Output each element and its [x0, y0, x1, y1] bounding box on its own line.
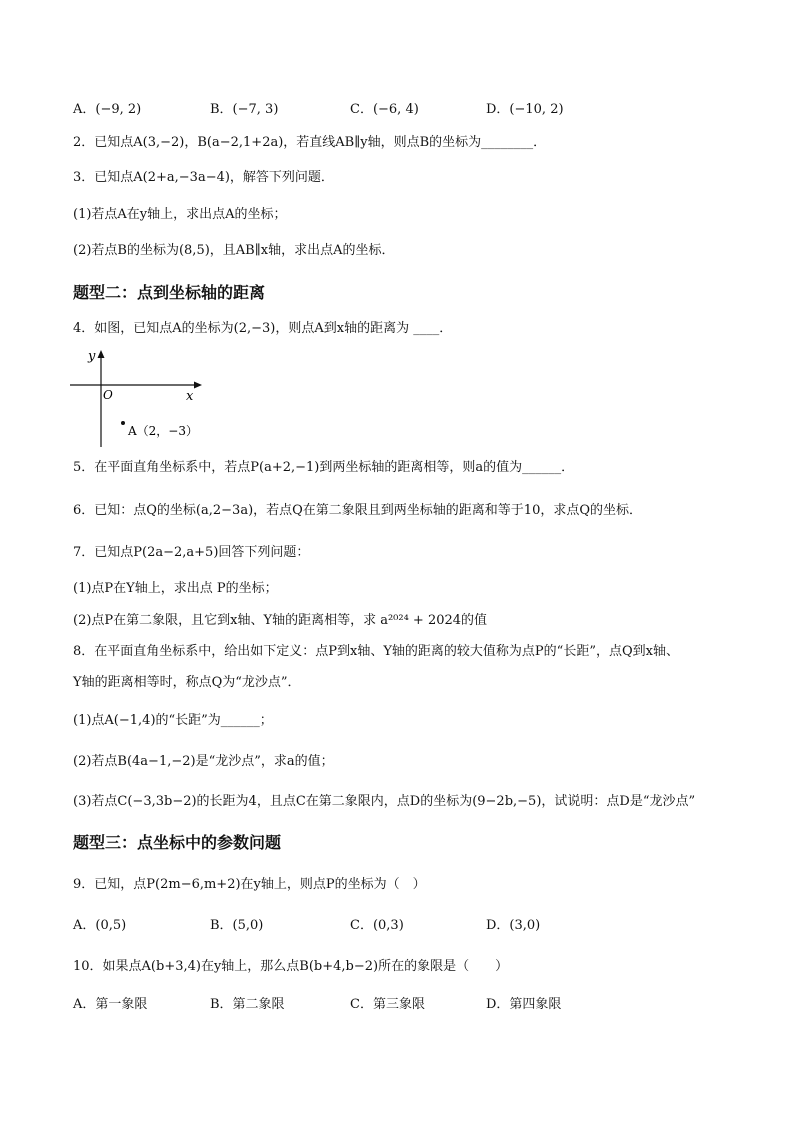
q1-option-c: C．(−6, 4): [350, 102, 419, 117]
coordinate-figure: [70, 345, 205, 450]
point-a-label: A（2，−3）: [128, 424, 198, 438]
coordinate-plane: [70, 345, 205, 450]
question-8-part-3: (3)若点C(−3,3b−2)的长距为4，且点C在第二象限内，点D的坐标为(9−2b,−5)，试说明：点D是“龙沙点”: [73, 794, 696, 809]
origin-label: O: [103, 388, 113, 402]
question-7-part-1: (1)点P在Y轴上，求出点 P的坐标；: [73, 581, 278, 596]
q9-option-b: B．(5,0): [210, 918, 264, 933]
y-axis-label: y: [88, 349, 96, 364]
question-8-line-2: Y轴的距离相等时，称点Q为“龙沙点”．: [73, 675, 301, 690]
q1-option-b: B．(−7, 3): [210, 102, 279, 117]
question-2: 2．已知点A(3,−2)，B(a−2,1+2a)，若直线AB∥y轴，则点B的坐标为________．: [73, 135, 547, 150]
q9-option-a: A．(0,5): [73, 918, 127, 933]
q10-option-a: A．第一象限: [73, 997, 148, 1012]
q9-options: [73, 917, 673, 935]
q9-option-d: D．(3,0): [486, 918, 541, 933]
question-4: 4．如图，已知点A的坐标为(2,−3)，则点A到x轴的距离为 ____．: [73, 321, 453, 336]
q1-options: [73, 101, 673, 119]
x-axis-label: x: [186, 389, 194, 404]
question-9: 9．已知，点P(2m−6,m+2)在y轴上，则点P的坐标为（ ）: [73, 877, 426, 892]
question-7-part-2: (2)点P在第二象限，且它到x轴、Y轴的距离相等，求 a²⁰²⁴ + 2024的值: [73, 613, 488, 628]
q1-option-a: A．(−9, 2): [73, 102, 142, 117]
q10-options: [73, 996, 673, 1014]
q1-option-d: D．(−10, 2): [486, 102, 564, 117]
section-heading-2: 题型二：点到坐标轴的距离: [73, 283, 266, 302]
question-8-part-1: (1)点A(−1,4)的“长距”为______；: [73, 713, 273, 728]
q10-option-d: D．第四象限: [486, 997, 562, 1012]
question-3: 3．已知点A(2+a,−3a−4)，解答下列问题．: [73, 170, 334, 185]
question-3-part-1: (1)若点A在y轴上，求出点A的坐标；: [73, 207, 287, 222]
question-5: 5．在平面直角坐标系中，若点P(a+2,−1)到两坐标轴的距离相等，则a的值为______．: [73, 460, 575, 475]
question-6: 6．已知：点Q的坐标(a,2−3a)，若点Q在第二象限且到两坐标轴的距离和等于10，求点Q的坐标．: [73, 503, 642, 518]
q10-option-b: B．第二象限: [210, 997, 285, 1012]
question-8-line-1: 8．在平面直角坐标系中，给出如下定义：点P到x轴、Y轴的距离的较大值称为点P的“长距”，点Q到x轴、: [73, 644, 679, 659]
y-axis-arrow: [98, 350, 105, 358]
q9-option-c: C．(0,3): [350, 918, 404, 933]
section-heading-3: 题型三：点坐标中的参数问题: [73, 833, 282, 852]
question-7: 7．已知点P(2a−2,a+5)回答下列问题：: [73, 545, 310, 560]
point-a: [121, 421, 125, 425]
question-3-part-2: (2)若点B的坐标为(8,5)，且AB∥x轴，求出点A的坐标．: [73, 243, 395, 258]
question-10: 10．如果点A(b+3,4)在y轴上，那么点B(b+4,b−2)所在的象限是（ ）: [73, 959, 509, 974]
question-8-part-2: (2)若点B(4a−1,−2)是“龙沙点”，求a的值；: [73, 754, 334, 769]
x-axis-arrow: [194, 382, 202, 389]
q10-option-c: C．第三象限: [350, 997, 425, 1012]
